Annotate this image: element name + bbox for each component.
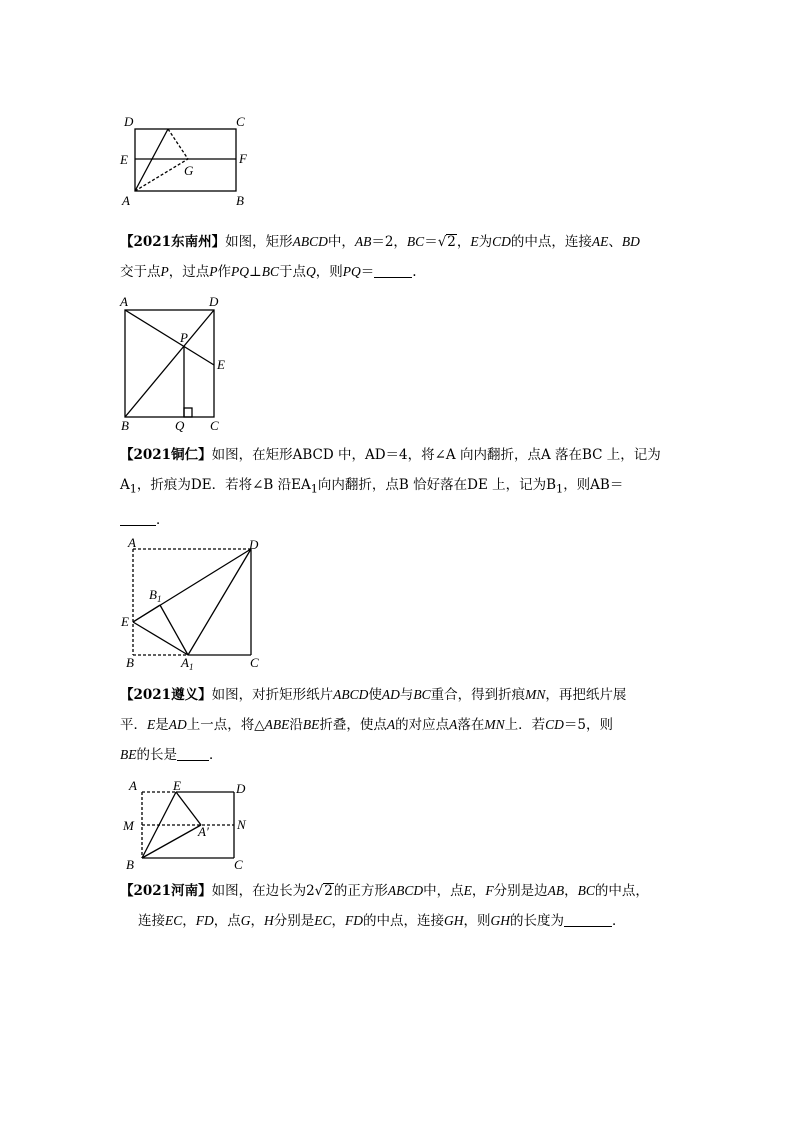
problem-3 [120,680,680,770]
problem-3-line-2: 平．E是AD上一点，将△ABE沿BE折叠，使点A的对应点A落在MN上．若CD＝5，则 [120,717,613,733]
label-c: C [250,655,259,670]
problem-source: 【2021铜仁】 [120,447,212,463]
label-n: N [237,817,246,832]
problem-3-line-3: BE的长是 ． [120,747,223,763]
label-d: D [209,294,219,309]
problem-source: 【2021河南】 [120,883,212,899]
problem-1-line-1: 【2021东南州】如图，矩形ABCD中，AB＝2，BC＝√2，E为CD的中点，连接AE、BD [120,227,680,257]
segment-da1 [188,549,251,655]
label-g: G [184,163,194,178]
label-b1: $B_1$ [149,587,162,604]
label-d: D [249,537,259,552]
fold-line [135,129,168,191]
label-c: C [210,418,219,433]
diagonal-bd [125,310,214,417]
dashed-segment [168,129,188,159]
problem-1 [120,227,680,287]
problem-source: 【2021遵义】 [120,687,212,703]
figure-3-double-fold [115,535,270,675]
segment-b1a1 [160,605,188,655]
label-p: P [180,330,188,345]
answer-blank [177,747,209,762]
label-a: A [122,193,130,208]
label-c: C [236,114,245,129]
answer-blank [374,264,412,279]
label-q: Q [175,418,185,433]
figure-1-rectangle-fold [115,112,255,212]
label-d: D [236,781,246,796]
label-a: A [128,535,136,550]
problem-4-line-1: 【2021河南】如图，在边长为2√2的正方形ABCD中，点E，F分别是边AB，BC的中点， [120,876,680,906]
label-b: B [236,193,244,208]
label-a: A [120,294,128,309]
sqrt-2: √2 [437,234,456,250]
answer-blank [120,511,156,526]
problem-2-line-2: $A_1$，折痕为DE．若将∠B 沿$EA_1$向内翻折，点B 恰好落在DE 上，记为$B_1$，则AB＝ [120,477,624,496]
label-e: E [217,357,225,372]
label-a1: $A_1$ [181,655,194,672]
segment-ae [125,310,214,365]
segment-ea-prime [176,792,201,825]
problem-2 [120,440,680,535]
label-b: B [126,857,134,872]
problem-4 [120,876,680,936]
sqrt-2: √2 [314,883,333,899]
figure-2-rectangle-diagonals [115,292,245,434]
segment-ea1 [133,622,188,655]
label-d: D [124,114,134,129]
label-e: E [121,614,129,629]
label-a: A [129,778,137,793]
label-a-prime: A′ [198,824,209,839]
label-b: B [121,418,129,433]
problem-source: 【2021东南州】 [120,234,226,250]
problem-2-line-3: ． [120,505,680,535]
problem-4-line-2: 连接EC，FD，点G，H分别是EC，FD的中点，连接GH，则GH的长度为 ． [138,913,626,929]
right-angle-mark [184,408,192,417]
figure-4-fold-to-midline [115,775,260,873]
label-e: E [120,152,128,167]
label-m: M [123,818,134,833]
label-c: C [234,857,243,872]
segment-eb1 [133,605,160,622]
label-f: F [239,151,247,166]
problem-2-line-1: 【2021铜仁】如图，在矩形ABCD 中，AD＝4，将∠A 向内翻折，点A 落在BC 上，记为 [120,447,661,463]
answer-blank [564,913,612,928]
problem-3-line-1: 【2021遵义】如图，对折矩形纸片ABCD使AD与BC重合，得到折痕MN，再把纸片展 [120,687,627,703]
label-e: E [173,778,181,793]
label-b: B [126,655,134,670]
problem-1-line-2: 交于点P，过点P作PQ⊥BC于点Q，则PQ＝ . [120,264,417,280]
